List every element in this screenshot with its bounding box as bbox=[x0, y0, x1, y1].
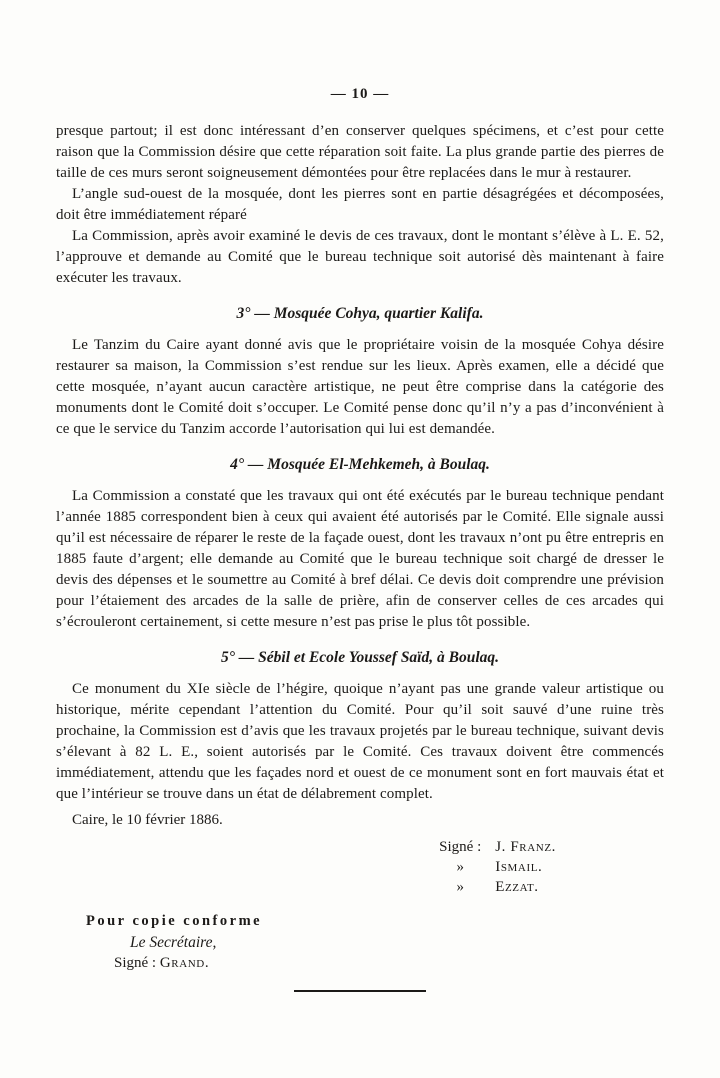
page-number: — 10 — bbox=[330, 86, 390, 102]
paragraph-devis-approbation: La Commission, après avoir examiné le devis de ces travaux, dont le montant s’élève à L. E. 52, l’approuve et demande au Comité que le bureau technique soit autorisé dès maintenant à faire exécuter les travaux. bbox=[56, 228, 664, 286]
secretary-name: Grand. bbox=[159, 955, 210, 971]
section-heading-3: 3° — Mosquée Cohya, quartier Kalifa. bbox=[236, 305, 484, 322]
secretary-role: Le Secrétaire, bbox=[130, 934, 217, 951]
paragraph-angle-sud-ouest: L’angle sud-ouest de la mosquée, dont les pierres sont en partie désagrégées et décomposées, doit être immédiatement réparé bbox=[56, 186, 664, 223]
section-heading-5: 5° — Sébil et Ecole Youssef Saïd, à Boulaq. bbox=[220, 649, 500, 666]
signature-ditto-mark: » bbox=[456, 879, 464, 895]
section-body-4: La Commission a constaté que les travaux qui ont été exécutés par le bureau technique pendant l’année 1885 correspondent bien à ceux qui avaient été autorisés par le Comité. Elle signale aussi qu’il est nécessaire de réparer le reste de la façade ouest, dont les travaux n’ont pu être entrepris en 1885 faute d’argent; elle demande au Comité que le bureau technique soit chargé de dresser le devis des dépenses et le soumettre au Comité à bref délai. Ce devis doit comprendre une prévision pour l’étaiement des arcades de la salle de prière, afin de conserver celles de ces arcades qui s’écrouleront certainement, si cette mesure n’est pas prise le plus tôt possible. bbox=[56, 488, 664, 630]
secretary-signature-line bbox=[114, 953, 664, 974]
section-mosquee-cohya bbox=[56, 304, 664, 440]
signature-name-ismail: Ismail. bbox=[495, 859, 543, 875]
signature-name-ezzat: Ezzat. bbox=[495, 879, 539, 895]
signature-name-franz: J. Franz. bbox=[495, 839, 556, 855]
paragraph-continuation: presque partout; il est donc intéressant d’en conserver quelques spécimens, et c’est pour cette raison que la Commission désire que cette réparation soit faite. La plus grande partie des pierres de taille de ces murs seront soigneusement démontées pour être replacées dans le mur à restaurer. bbox=[56, 123, 664, 181]
section-mosquee-el-mehkemeh bbox=[56, 455, 664, 633]
signature-ditto-mark: » bbox=[456, 859, 464, 875]
signature-row bbox=[431, 857, 556, 877]
end-rule bbox=[294, 990, 426, 992]
signature-block bbox=[431, 837, 556, 897]
signature-prefix: Signé : bbox=[439, 839, 482, 855]
copy-conforme-block bbox=[86, 911, 664, 974]
signature-row bbox=[431, 877, 556, 897]
section-heading-4: 4° — Mosquée El-Mehkemeh, à Boulaq. bbox=[230, 456, 490, 473]
copy-conforme-title: Pour copie conforme bbox=[86, 913, 263, 929]
signature-row bbox=[431, 837, 556, 857]
section-body-5: Ce monument du XIe siècle de l’hégire, quoique n’ayant pas une grande valeur artistique ou historique, mérite cependant l’attention du Comité. Pour qu’il soit sauvé d’une ruine très prochaine, la Commission est d’avis que les travaux projetés par le bureau technique, suivant devis s’élevant à 82 L. E., soient autorisés par le Comité. Ces travaux doivent être commencés immédiatement, attendu que les façades nord et ouest de ce monument sont en fort mauvais état et que l’intérieur se trouve dans un état de délabrement complet. bbox=[56, 681, 664, 802]
signed-label: Signé : bbox=[114, 955, 160, 971]
section-body-3: Le Tanzim du Caire ayant donné avis que le propriétaire voisin de la mosquée Cohya désire restaurer sa maison, la Commission s’est rendue sur les lieux. Après examen, elle a décidé que cette mosquée, n’ayant aucun caractère artistique, ne peut être comprise dans la catégorie des monuments dont le Comité doit s’occuper. Le Comité pense donc qu’il n’y a pas d’inconvénient à ce que le service du Tanzim accorde l’autorisation qui lui est demandée. bbox=[56, 337, 664, 437]
section-sebil-ecole-youssef-said bbox=[56, 648, 664, 805]
dateline: Caire, le 10 février 1886. bbox=[72, 812, 223, 828]
